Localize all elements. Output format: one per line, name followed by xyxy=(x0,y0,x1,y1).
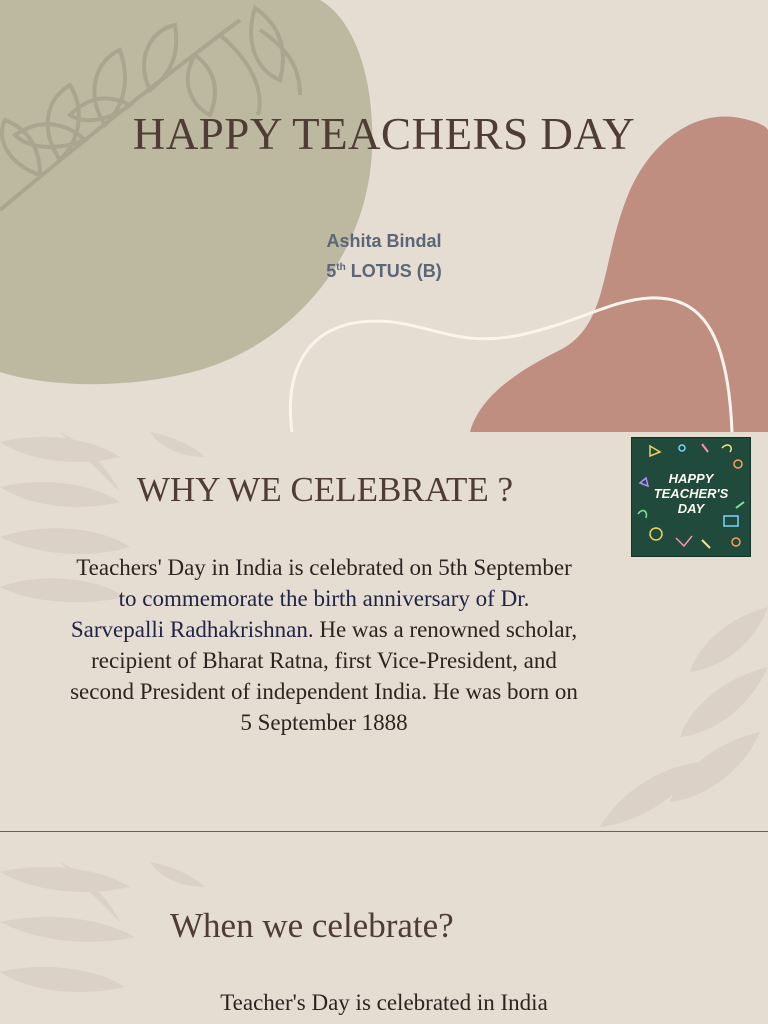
poster-text xyxy=(632,471,750,516)
body-text-3: . He was a renowned scholar, recipient of Bharat Ratna, first Vice-President, and second President of independent India. He was born on 5 September 1888 xyxy=(70,617,578,735)
section-title: WHY WE CELEBRATE ? xyxy=(136,470,514,509)
class-sup: th xyxy=(336,262,346,273)
title-slide xyxy=(0,0,768,432)
poster-line-3: DAY xyxy=(677,501,705,516)
poster-line-1: HAPPY xyxy=(668,471,714,486)
section-body-when: Teacher's Day is celebrated in India xyxy=(220,990,548,1015)
class-number: 5 xyxy=(326,261,337,281)
section-body xyxy=(70,552,578,738)
olive-blob xyxy=(0,0,372,384)
body-text-1: Teachers' Day in India is celebrated on 5th September xyxy=(76,555,572,580)
poster-line-2: TEACHER'S xyxy=(653,486,729,501)
body-text-2: to commemorate the birth anniversary of Dr. Sarvepalli Radhakrishnan xyxy=(70,586,530,642)
teachers-day-poster xyxy=(631,437,751,557)
leaf-icon xyxy=(600,607,768,827)
author-block xyxy=(0,226,768,286)
class-label xyxy=(0,256,768,286)
section-title-when: When we celebrate? xyxy=(170,906,454,945)
class-rest: LOTUS (B) xyxy=(345,261,442,281)
title-slide-background xyxy=(0,0,768,432)
author-name: Ashita Bindal xyxy=(326,231,442,251)
page-title: HAPPY TEACHERS DAY xyxy=(132,109,636,159)
